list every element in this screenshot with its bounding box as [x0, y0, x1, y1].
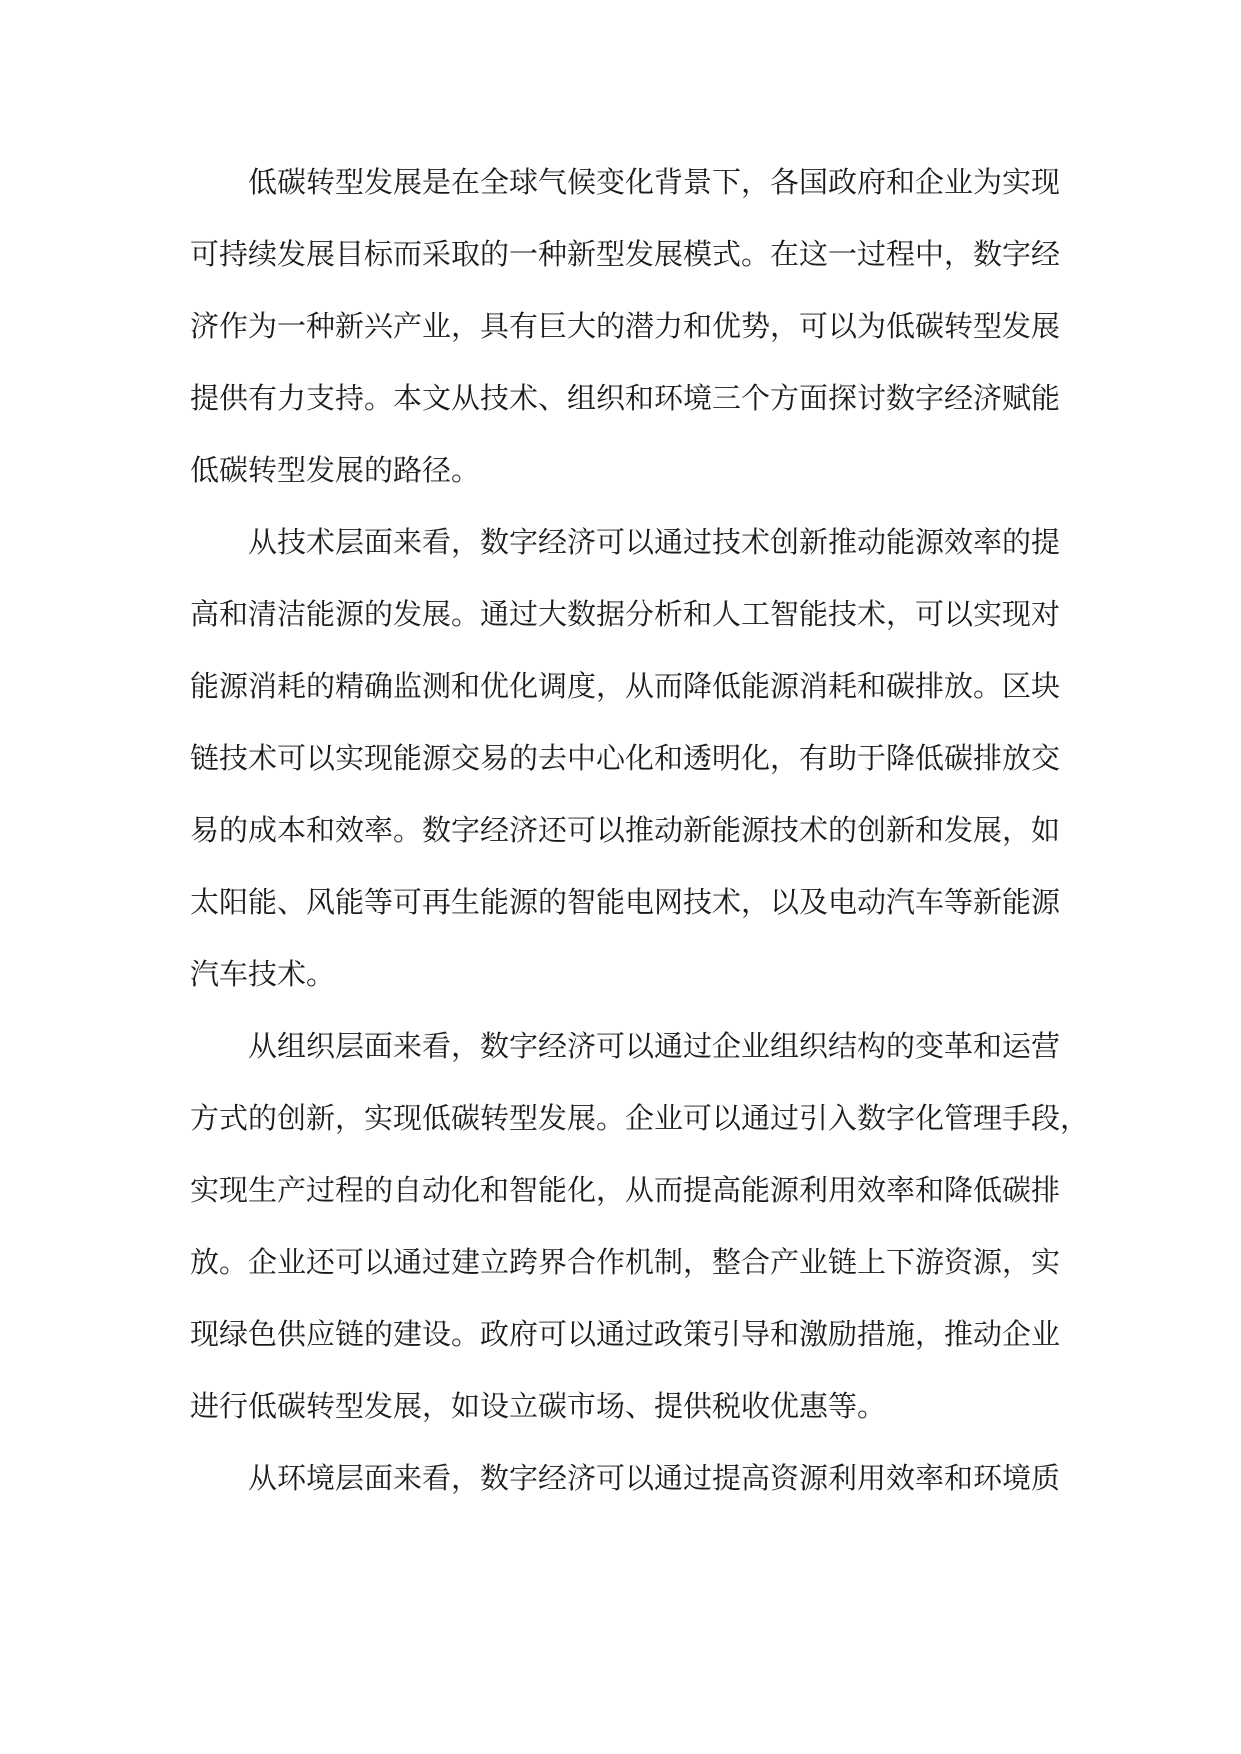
paragraph-line: 高和清洁能源的发展。通过大数据分析和人工智能技术，可以实现对 [190, 597, 1061, 631]
paragraph-line: 太阳能、风能等可再生能源的智能电网技术，以及电动汽车等新能源 [190, 885, 1061, 919]
paragraph-line: 进行低碳转型发展，如设立碳市场、提供税收优惠等。 [190, 1389, 887, 1423]
paragraph-line: 现绿色供应链的建设。政府可以通过政策引导和激励措施，推动企业 [190, 1317, 1061, 1351]
paragraph-line: 放。企业还可以通过建立跨界合作机制，整合产业链上下游资源，实 [190, 1245, 1061, 1279]
paragraph-line: 从技术层面来看，数字经济可以通过技术创新推动能源效率的提 [248, 525, 1061, 559]
paragraph-line: 低碳转型发展是在全球气候变化背景下，各国政府和企业为实现 [248, 165, 1061, 199]
paragraph-4 [190, 1442, 1061, 1514]
paragraph-line: 易的成本和效率。数字经济还可以推动新能源技术的创新和发展，如 [190, 813, 1061, 847]
paragraph-line: 从组织层面来看，数字经济可以通过企业组织结构的变革和运营 [248, 1029, 1061, 1063]
paragraph-line: 能源消耗的精确监测和优化调度，从而降低能源消耗和碳排放。区块 [190, 669, 1061, 703]
paragraph-1 [190, 146, 1061, 506]
paragraph-2 [190, 506, 1061, 1010]
paragraph-3 [190, 1010, 1090, 1442]
paragraph-line: 汽车技术。 [190, 957, 336, 991]
paragraph-line: 济作为一种新兴产业，具有巨大的潜力和优势，可以为低碳转型发展 [190, 309, 1061, 343]
paragraph-line: 实现生产过程的自动化和智能化，从而提高能源利用效率和降低碳排 [190, 1173, 1061, 1207]
body-text [190, 146, 1090, 1514]
paragraph-line: 方式的创新，实现低碳转型发展。企业可以通过引入数字化管理手段， [190, 1101, 1090, 1135]
paragraph-line: 链技术可以实现能源交易的去中心化和透明化，有助于降低碳排放交 [190, 741, 1061, 775]
paragraph-line: 低碳转型发展的路径。 [190, 453, 481, 487]
paragraph-line: 从环境层面来看，数字经济可以通过提高资源利用效率和环境质 [248, 1461, 1061, 1495]
paragraph-line: 可持续发展目标而采取的一种新型发展模式。在这一过程中，数字经 [190, 237, 1061, 271]
paragraph-line: 提供有力支持。本文从技术、组织和环境三个方面探讨数字经济赋能 [190, 381, 1061, 415]
